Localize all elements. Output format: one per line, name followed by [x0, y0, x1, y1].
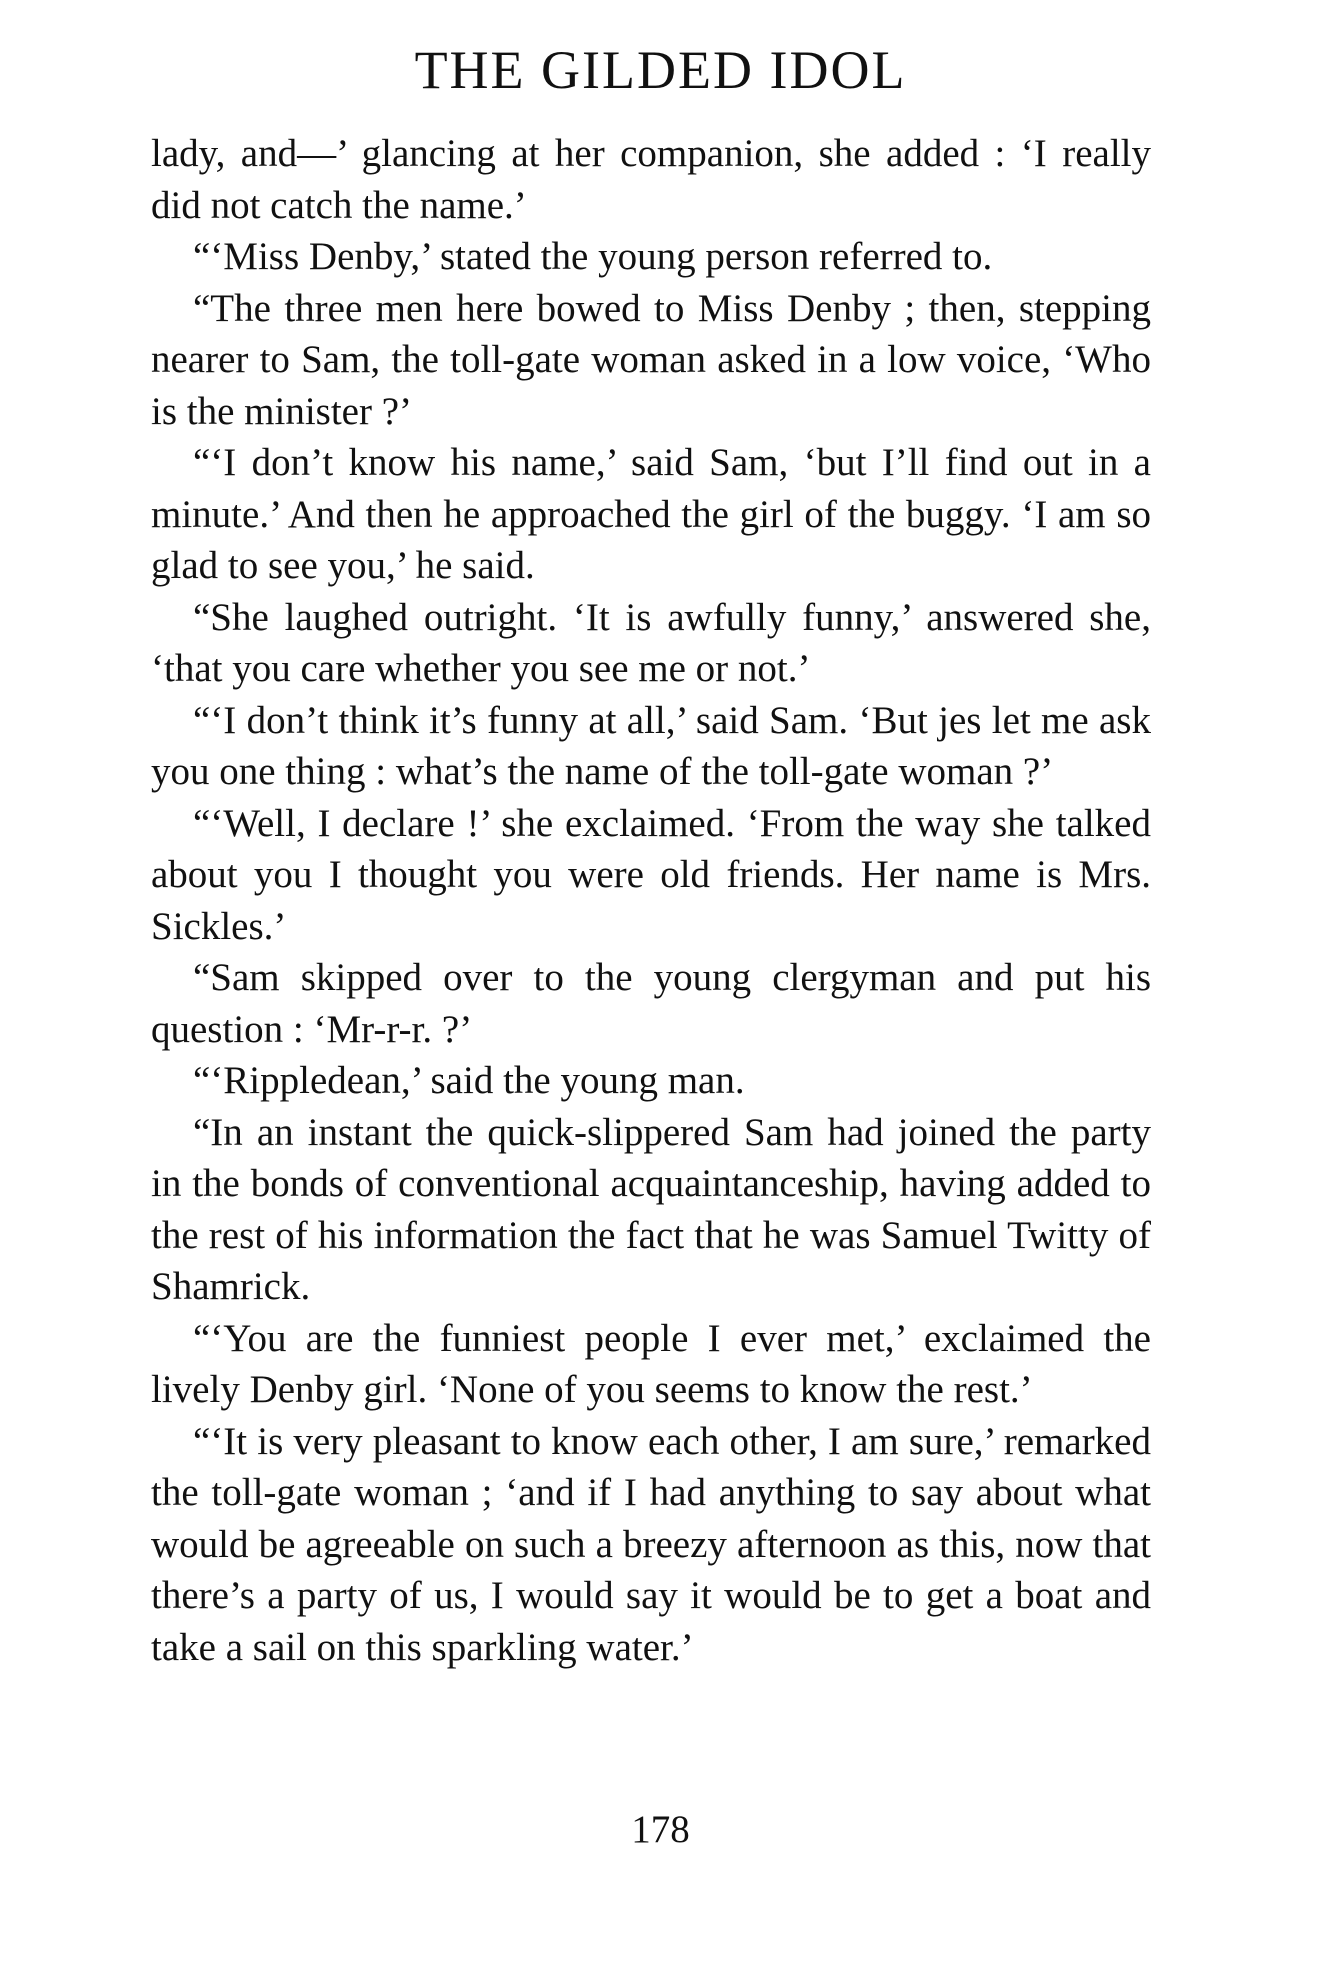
paragraph: “The three men here bowed to Miss Denby ; then, stepping nearer to Sam, the toll-gate woman asked in a low voice, ‘Who is the minister ?’	[151, 286, 1151, 433]
paragraph: “She laughed outright. ‘It is awfully funny,’ answered she, ‘that you care whether you see me or not.’	[151, 595, 1151, 690]
paragraph: lady, and—’ glancing at her companion, she added : ‘I really did not catch the name.’	[151, 132, 1151, 227]
paragraph: “‘It is very pleasant to know each other, I am sure,’ remarked the toll-gate woman ; ‘and if I had anything to say about what would be agreeable on such a breezy afternoon as this, now that there’s a party of us, I would say it would be to get a boat and take a sail on this sparkling water.’	[151, 1419, 1151, 1669]
paragraph: “‘I don’t know his name,’ said Sam, ‘but I’ll find out in a minute.’ And then he approached the girl of the buggy. ‘I am so glad to see you,’ he said.	[151, 441, 1151, 587]
body-text	[151, 128, 1151, 1673]
paragraph: “Sam skipped over to the young clergyman and put his question : ‘Mr-r-r. ?’	[151, 956, 1151, 1051]
page-number: 178	[631, 1808, 690, 1851]
paragraph: “In an instant the quick-slippered Sam had joined the party in the bonds of conventional acquaintanceship, having added to the rest of his information the fact that he was Samuel Twitty of Shamrick.	[151, 1110, 1151, 1308]
paragraph: “‘Miss Denby,’ stated the young person referred to.	[193, 235, 993, 278]
paragraph: “‘You are the funniest people I ever met,’ exclaimed the lively Denby girl. ‘None of you seems to know the rest.’	[151, 1316, 1151, 1411]
paragraph: “‘I don’t think it’s funny at all,’ said Sam. ‘But jes let me ask you one thing : what’s the name of the toll-gate woman ?’	[151, 698, 1151, 793]
running-title: THE GILDED IDOL	[414, 40, 907, 100]
paragraph: “‘Rippledean,’ said the young man.	[193, 1059, 745, 1102]
paragraph: “‘Well, I declare !’ she exclaimed. ‘From the way she talked about you I thought you were old friends. Her name is Mrs. Sickles.’	[151, 801, 1151, 948]
